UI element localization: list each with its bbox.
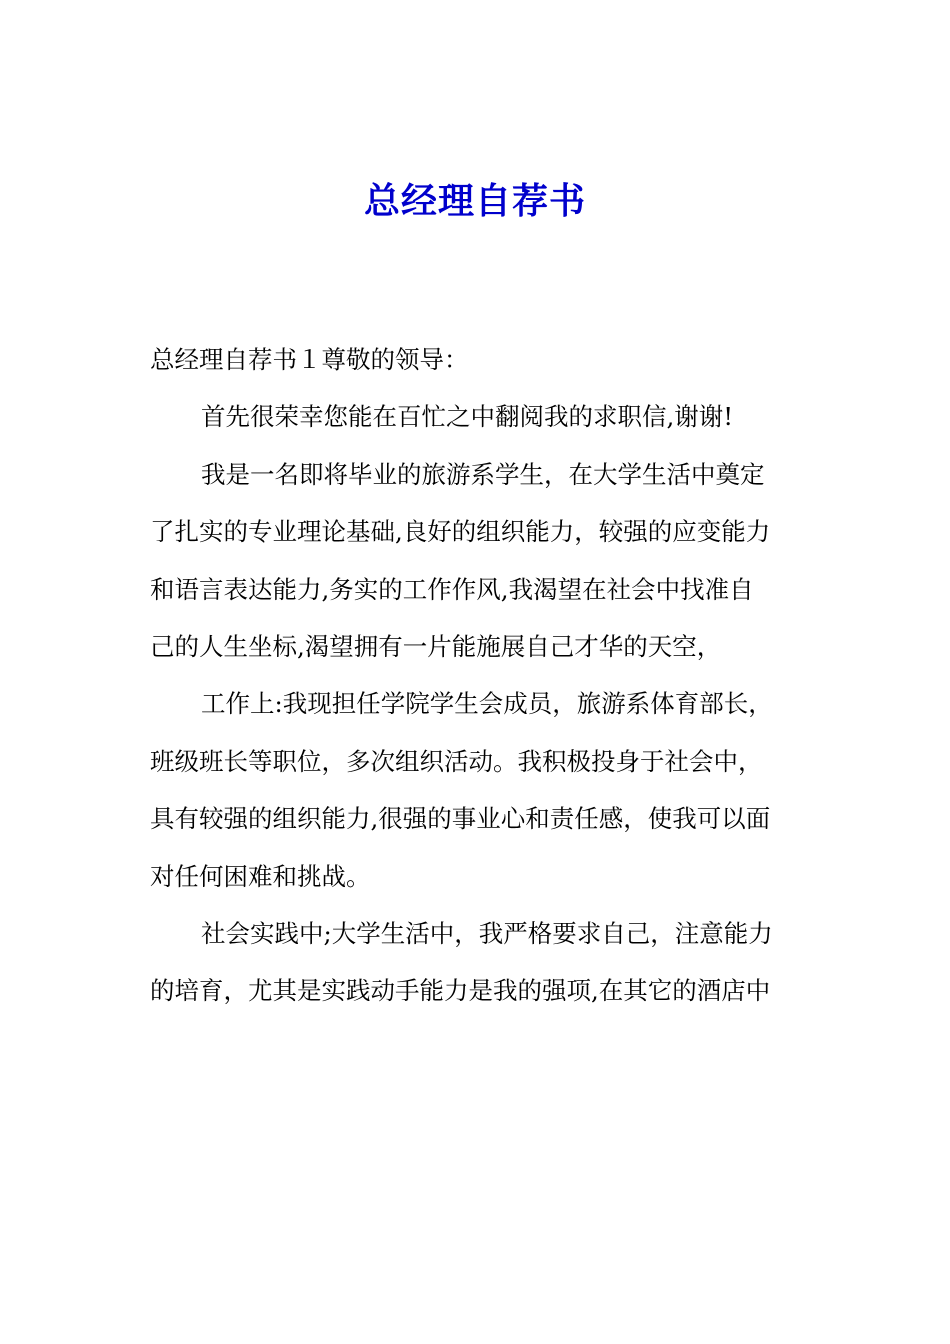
paragraph-line: 具有较强的组织能力,很强的事业心和责任感，使我可以面: [150, 804, 771, 834]
document-title: 总经理自荐书: [363, 181, 586, 222]
paragraph-line: 了扎实的专业理论基础,良好的组织能力，较强的应变能力: [150, 517, 771, 547]
document-body: [150, 331, 806, 1020]
paragraph-line: 对任何困难和挑战。: [150, 861, 371, 891]
paragraph-line: 社会实践中;大学生活中，我严格要求自己，注意能力: [201, 918, 773, 948]
paragraph-line: 的培育，尤其是实践动手能力是我的强项,在其它的酒店中: [150, 976, 771, 1006]
paragraph-line: 和语言表达能力,务实的工作作风,我渴望在社会中找准自: [150, 574, 754, 604]
paragraph-line: 工作上:我现担任学院学生会成员，旅游系体育部长，: [201, 689, 773, 719]
paragraph-line: 首先很荣幸您能在百忙之中翻阅我的求职信,谢谢!: [201, 402, 734, 432]
paragraph-line: 我是一名即将毕业的旅游系学生，在大学生活中奠定: [201, 459, 765, 489]
salutation-line: 总经理自荐书１尊敬的领导：: [150, 345, 469, 374]
paragraph-line: 己的人生坐标,渴望拥有一片能施展自己才华的天空，: [150, 631, 722, 661]
paragraph-line: 班级班长等职位，多次组织活动。我积极投身于社会中，: [150, 746, 763, 776]
